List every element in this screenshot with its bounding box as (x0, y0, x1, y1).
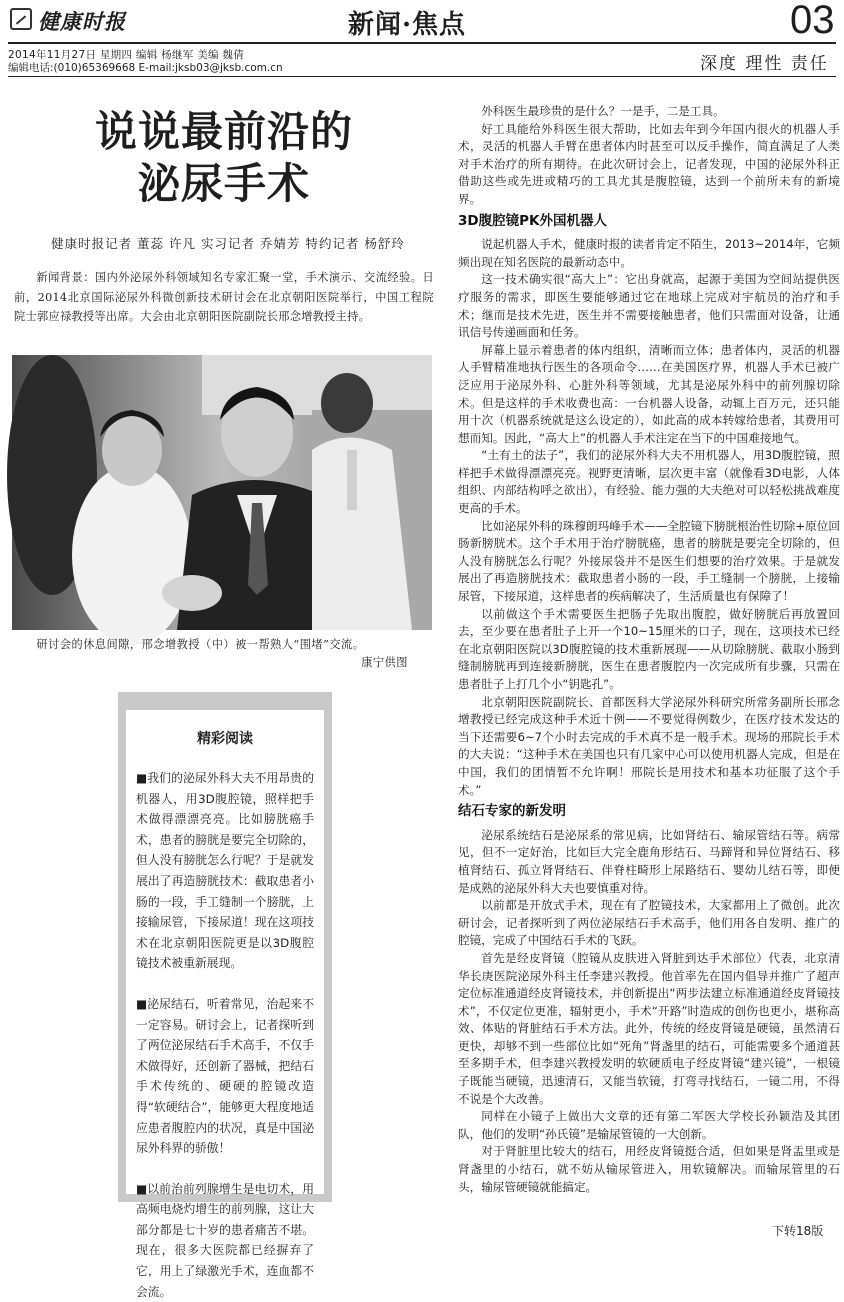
article-photo (12, 355, 432, 630)
body-paragraph: 好工具能给外科医生很大帮助，比如去年到今年国内很火的机器人手术，灵活的机器人手臂在患者体内时甚至可以反手操作，简直满足了人类对手术治疗的所有期待。在此次研讨会上，记者发现，中国的泌尿外科正借助这些或先进或精巧的工具尤其是腹腔镜，达到一个前所未有的新境界。 (458, 121, 840, 206)
body-paragraph: 外科医生最珍贵的是什么？一是手，二是工具。 (481, 104, 725, 118)
headline-line-2: 泌尿手术 (137, 159, 310, 208)
contact-info: 编辑电话:(010)65369668 E-mail:jksb03@jksb.com.cn (8, 62, 283, 74)
section-title: 新闻·焦点 (348, 10, 467, 40)
section-slogan: 深度 理性 责任 (700, 54, 829, 74)
highlight-item: ■以前治前列腺增生是电切术，用高频电烧灼增生的前列腺，这让大部分都是七十岁的患者痛苦不堪。现在，很多大医院都已经摒弃了它，用上了绿激光手术，连血都不会流。 (136, 1181, 314, 1299)
masthead (8, 0, 836, 44)
body-paragraph: 同样在小镜子上做出大文章的还有第二军医大学校长孙颖浩及其团队，他们的发明“孙氏镜”是输尿管镜的一大创新。 (458, 1109, 840, 1141)
body-paragraph: 北京朝阳医院副院长、首都医科大学泌尿外科研究所常务副所长邢念增教授已经完成这种手术近十例——不要觉得例数少，在医疗技术发达的当下还需要6~7个小时去完成的手术真不是一般手术。现场的邢院长手术的大夫说：“这种手术在美国也只有几家中心可以使用机器人完成，但是在中国，我们的团情暂不允许啊！邢院长是用技术和基本功征服了这个手术。” (458, 694, 840, 797)
body-paragraph: 以前都是开放式手术，现在有了腔镜技术，大家都用上了微创。此次研讨会，记者探听到了两位泌尿结石手术高手，他们用各自发明、推广的腔镜，完成了中国结石手术的飞跃。 (458, 898, 840, 948)
article-headline (14, 106, 434, 210)
photo-credit: 康宁供图 (361, 656, 408, 669)
news-background-intro: 新闻背景：国内外泌尿外科领域知名专家汇聚一堂，手术演示、交流经验。日前，2014北京国际泌尿外科微创新技术研讨会在北京朝阳医院举行，中国工程院院士郭应禄教授等出席。大会由北京朝阳医院副院长邢念增教授主持。 (14, 271, 434, 323)
subheading: 结石专家的新发明 (458, 803, 566, 820)
body-paragraph: 首先是经皮肾镜（腔镜从皮肤进入肾脏到达手术部位）代表，北京清华长庚医院泌尿外科主任李建兴教授。他首率先在国内倡导并推广了超声定位标准通道经皮肾镜技术，并创新提出“两步法建立标准通道经皮肾镜技术”，不仅定位更准，辐射更小，手术“开路”时造成的创伤也更小，堪称高效、体贴的肾脏结石手术方法。此外，传统的经皮肾镜是硬镜，虽然清石更快，却够不到一些部位比如“死角”肾盏里的结石，可能需要多个通道甚至多期手术，但李建兴教授发明的软硬质电子经皮肾镜“建兴镜”，一根镜子既能当硬镜，迅速清石，又能当软镜，打弯寻找结石，一镜二用，不得不说是个大改善。 (458, 950, 840, 1106)
header-divider (8, 76, 836, 77)
photo-caption: 研讨会的休息间隙，邢念增教授（中）被一帮熟人“围堵”交流。 (36, 638, 365, 651)
paper-name: 健康时报 (38, 9, 126, 34)
body-paragraph: 屏幕上显示着患者的体内组织，清晰而立体；患者体内，灵活的机器人手臂精准地执行医生的各项命令……在美国医疗界，机器人手术已被广泛应用于泌尿外科、心脏外科等领域，尤其是泌尿外科中的前列腺切除术。但是这样的手术收费也高：一台机器人设备，动辄上百万元，还只能用十次（机器系统就是这么设定的），如此高的成本转嫁给患者，其费用可想而知。因此，“高大上”的机器人手术注定在当下的中国难接地气。 (458, 342, 840, 445)
body-paragraph: 以前做这个手术需要医生把肠子先取出腹腔，做好膀胱后再放置回去，至少要在患者肚子上开一个10~15厘米的口子，现在，这项技术已经在北京朝阳医院以3D腹腔镜的技术重新展现——从切除膀胱、截取小肠到缝制膀胱再到连接新膀胱，医生在患者腹腔内一次完成所有步骤，只需在患者肚子上打几个小“钥匙孔”。 (458, 606, 840, 691)
highlights-title: 精彩阅读 (197, 731, 253, 747)
highlight-item: ■泌尿结石，听着常见，治起来不一定容易。研讨会上，记者探听到了两位泌尿结石手术高手，不仅手术做得好，还创新了器械，把结石手术传统的、硬硬的腔镜改造得“软硬结合”，能够更大程度地适应患者腹腔内的状况，真是中国泌尿外科界的骄傲！ (136, 996, 314, 1156)
page-number: 03 (790, 0, 835, 42)
highlight-item: ■我们的泌尿外科大夫不用昂贵的机器人，用3D腹腔镜，照样把手术做得漂漂亮亮。比如膀胱癌手术，患者的膀胱是要完全切除的，但人没有膀胱怎么行呢？于是就发展出了再造膀胱技术：截取患者小肠的一段，手工缝制一个膀胱，上接输尿管，下接尿道！现在这项技术在北京朝阳医院更是以3D腹腔镜技术被重新展现。 (136, 771, 314, 971)
byline: 健康时报记者 董蕊 许凡 实习记者 乔婧芳 特约记者 杨舒玲 (51, 236, 405, 251)
highlights-box (118, 692, 332, 1299)
article-body-column (458, 103, 840, 1196)
body-paragraph: 这一技术确实很“高大上”：它出身就高，起源于美国为空间站提供医疗服务的需求，即医生要能够通过它在地球上完成对宇航员的治疗和手术；继而是技术先进，医生并不需要接触患者，他们只需面对设备，让通讯信号传递画面和任务。 (458, 272, 840, 340)
body-paragraph: “土有土的法子”，我们的泌尿外科大夫不用机器人，用3D腹腔镜，照样把手术做得漂漂亮亮。视野更清晰，层次更丰富（就像看3D电影，人体组织、内部结构呼之欲出），有经验、能力强的大夫绝对可以轻松挑战难度更高的手术。 (458, 448, 840, 516)
issue-info: 2014年11月27日 星期四 编辑 杨继军 美编 魏倩 (8, 49, 245, 61)
body-paragraph: 说起机器人手术，健康时报的读者肯定不陌生，2013~2014年，它频频出现在知名医院的最新动态中。 (458, 237, 840, 269)
body-paragraph: 泌尿系统结石是泌尿系的常见病，比如肾结石、输尿管结石等。病常见，但不一定好治，比如巨大完全鹿角形结石、马蹄肾和异位肾结石、移植肾结石、孤立肾肾结石、伴脊柱畸形上尿路结石、婴幼儿结石等，即便是成熟的泌尿外科大夫也要慎重对待。 (458, 827, 840, 895)
body-paragraph: 比如泌尿外科的珠穆朗玛峰手术——全腔镜下膀胱根治性切除+原位回肠新膀胱术。这个手术用于治疗膀胱癌，患者的膀胱是要完全切除的，但人没有膀胱怎么行呢？外接尿袋并不是医生们想要的治疗效果。于是就发展出了再造膀胱技术：截取患者小肠的一段，手工缝制一个膀胱，上接输尿管，下接尿道，这样患者的疾病解决了，生活质量也有保障了！ (458, 518, 840, 604)
continued-note: 下转18版 (772, 1224, 824, 1238)
headline-line-1: 说说最前沿的 (94, 107, 353, 156)
photo-illustration (12, 355, 432, 630)
newspaper-logo-icon (10, 8, 32, 30)
photo-caption-block (14, 636, 432, 672)
body-paragraph: 对于肾脏里比较大的结石，用经皮肾镜挺合适，但如果是肾盂里或是肾盏里的小结石，就不妨从输尿管进入，用软镜解决。而输尿管里的石头，输尿管硬镜就能搞定。 (458, 1144, 840, 1194)
subheading: 3D腹腔镜PK外国机器人 (458, 212, 607, 229)
